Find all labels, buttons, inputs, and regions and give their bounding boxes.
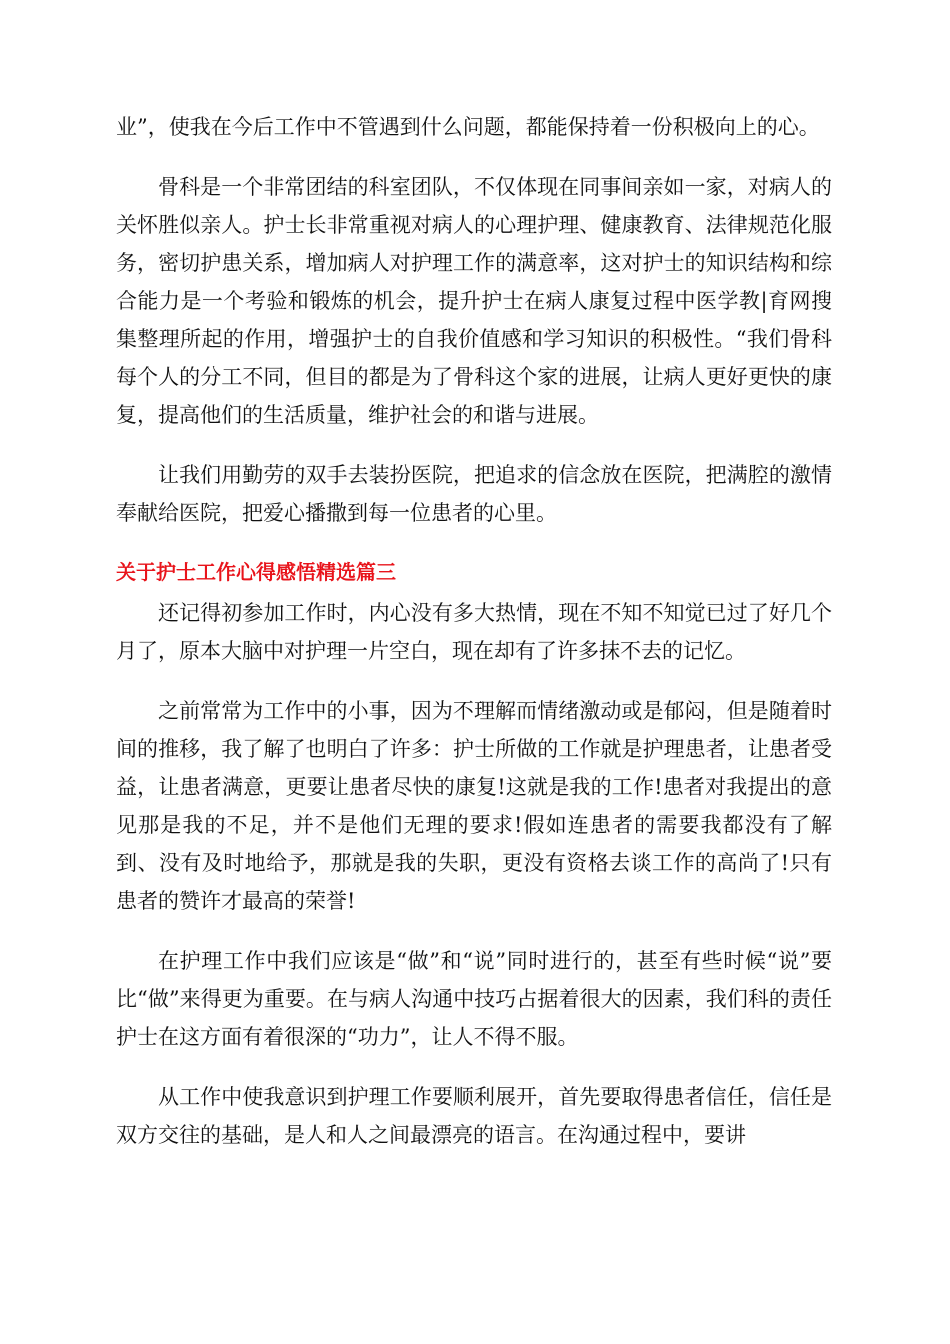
section-heading: 关于护士工作心得感悟精选篇三 [116, 560, 396, 584]
paragraph-dedication: 让我们用勤劳的双手去装扮医院，把追求的信念放在医院，把满腔的激情奉献给医院，把爱心播撒到每一位患者的心里。 [116, 463, 832, 525]
paragraph-first-work: 还记得初参加工作时，内心没有多大热情，现在不知不知觉已过了好几个月了，原本大脑中对护理一片空白，现在却有了许多抹不去的记忆。 [116, 601, 832, 663]
paragraph-orthopedics-team: 骨科是一个非常团结的科室团队，不仅体现在同事间亲如一家，对病人的关怀胜似亲人。护士长非常重视对病人的心理护理、健康教育、法律规范化服务，密切护患关系，增加病人对护理工作的满意率，这对护士的知识结构和综合能力是一个考验和锻炼的机会，提升护士在病人康复过程中医学教|育网搜集整理所起的作用，增强护士的自我价值感和学习知识的积极性。“我们骨科每个人的分工不同，但目的都是为了骨科这个家的进展，让病人更好更快的康复，提高他们的生活质量，维护社会的和谐与进展。 [116, 175, 832, 427]
paragraph-do-and-say: 在护理工作中我们应该是“做”和“说”同时进行的，甚至有些时候“说”要比“做”来得更为重要。在与病人沟通中技巧占据着很大的因素，我们科的责任护士在这方面有着很深的“功力”，让人不得不服。 [116, 949, 832, 1049]
document-page [116, 108, 832, 1176]
paragraph-trust: 从工作中使我意识到护理工作要顺利展开，首先要取得患者信任，信任是双方交往的基础，是人和人之间最漂亮的语言。在沟通过程中，要讲 [116, 1085, 832, 1147]
paragraph-continued: 业”，使我在今后工作中不管遇到什么问题，都能保持着一份积极向上的心。 [116, 115, 820, 139]
paragraph-small-matters: 之前常常为工作中的小事，因为不理解而情绪激动或是郁闷，但是随着时间的推移，我了解了也明白了许多：护士所做的工作就是护理患者，让患者受益，让患者满意，更要让患者尽快的康复!这就是我的工作!患者对我提出的意见那是我的不足，并不是他们无理的要求!假如连患者的需要我都没有了解到、没有及时地给予，那就是我的失职，更没有资格去谈工作的高尚了!只有患者的赞许才最高的荣誉! [116, 699, 832, 913]
